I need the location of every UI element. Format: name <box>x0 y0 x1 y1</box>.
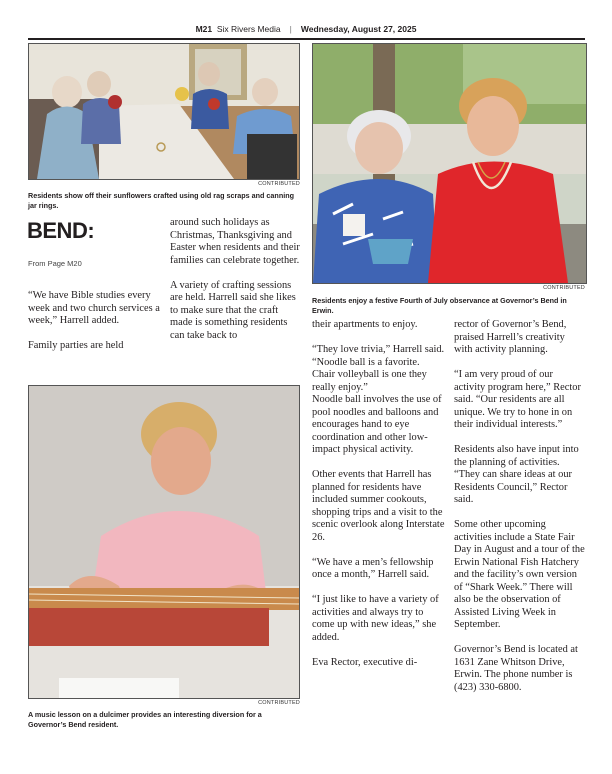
article-column-2 <box>170 217 300 355</box>
dulcimer-photo <box>28 385 300 699</box>
article-column-1 <box>28 290 162 365</box>
paragraph: Governor’s Bend is located at 1631 Zane Whitson Drive, Erwin. The phone number is (423) 330-6800. <box>454 644 578 693</box>
paragraph: rector of Governor’s Bend, praised Harrell’s creativity with activity planning. <box>454 319 567 355</box>
paragraph: around such holidays as Christmas, Thanksgiving and Easter when residents and their families can celebrate together. <box>170 217 300 266</box>
article-column-3 <box>312 319 445 682</box>
paragraph: “We have a men’s fellowship once a month,” Harrell said. <box>312 556 434 580</box>
page-number: M21 <box>195 24 213 34</box>
paragraph: “I just like to have a variety of activities and always try to come up with new ideas,” she added. <box>312 594 439 643</box>
sunflowers-credit: CONTRIBUTED <box>258 181 300 187</box>
header-separator: | <box>289 24 292 34</box>
dulcimer-credit: CONTRIBUTED <box>258 700 300 706</box>
paragraph: “They love trivia,” Harrell said. “Noodle ball is a favorite. Chair volleyball is one they really enjoy.” <box>312 344 445 393</box>
paragraph: Other events that Harrell has planned for residents have included summer cookouts, shopping trips and a visit to the scenic overlook along Interstate 26. <box>312 469 445 543</box>
paragraph: A variety of crafting sessions are held. Harrell said she likes to make sure that the craft made is something residents can take back to <box>170 279 296 341</box>
fourth-of-july-photo <box>312 43 587 284</box>
paragraph: Noodle ball involves the use of pool noodles and balloons and encourages hand to eye coordination and other low-impact physical activity. <box>312 394 442 455</box>
paragraph: “We have Bible studies every week and two church services a week,” Harrell added. <box>28 290 160 326</box>
publication-name: Six Rivers Media <box>216 24 281 34</box>
paragraph: “I am very proud of our activity program here,” Rector said. “Our residents are all unique. We try to hone in on their individual interests.” <box>454 369 581 430</box>
paragraph: their apartments to enjoy. <box>312 319 418 330</box>
paragraph: Family parties are held <box>28 340 124 351</box>
issue-date: Wednesday, August 27, 2025 <box>300 24 417 34</box>
dulcimer-caption: A music lesson on a dulcimer provides an interesting diversion for a Governor’s Bend resident. <box>28 710 262 729</box>
paragraph: Residents also have input into the planning of activities. “They can share ideas at our Residents Council,” Rector said. <box>454 444 579 505</box>
fourth-of-july-caption: Residents enjoy a festive Fourth of July observance at Governor’s Bend in Erwin. <box>312 296 567 315</box>
paragraph: Some other upcoming activities include a State Fair Day in August and a tour of the Erwin National Fish Hatchery and the facility’s own version of “Shark Week.” There will also be the observation of Assisted Living Week in September. <box>454 519 585 630</box>
article-column-4 <box>454 319 585 707</box>
headline: BEND: <box>27 218 95 243</box>
fourth-of-july-credit: CONTRIBUTED <box>543 285 585 291</box>
page-header <box>0 24 612 34</box>
sunflowers-caption: Residents show off their sunflowers crafted using old rag scraps and canning jar rings. <box>28 191 294 210</box>
jump-line: From Page M20 <box>28 259 82 268</box>
paragraph: Eva Rector, executive di- <box>312 656 418 668</box>
sunflowers-photo <box>28 43 300 180</box>
header-rule <box>28 38 585 40</box>
